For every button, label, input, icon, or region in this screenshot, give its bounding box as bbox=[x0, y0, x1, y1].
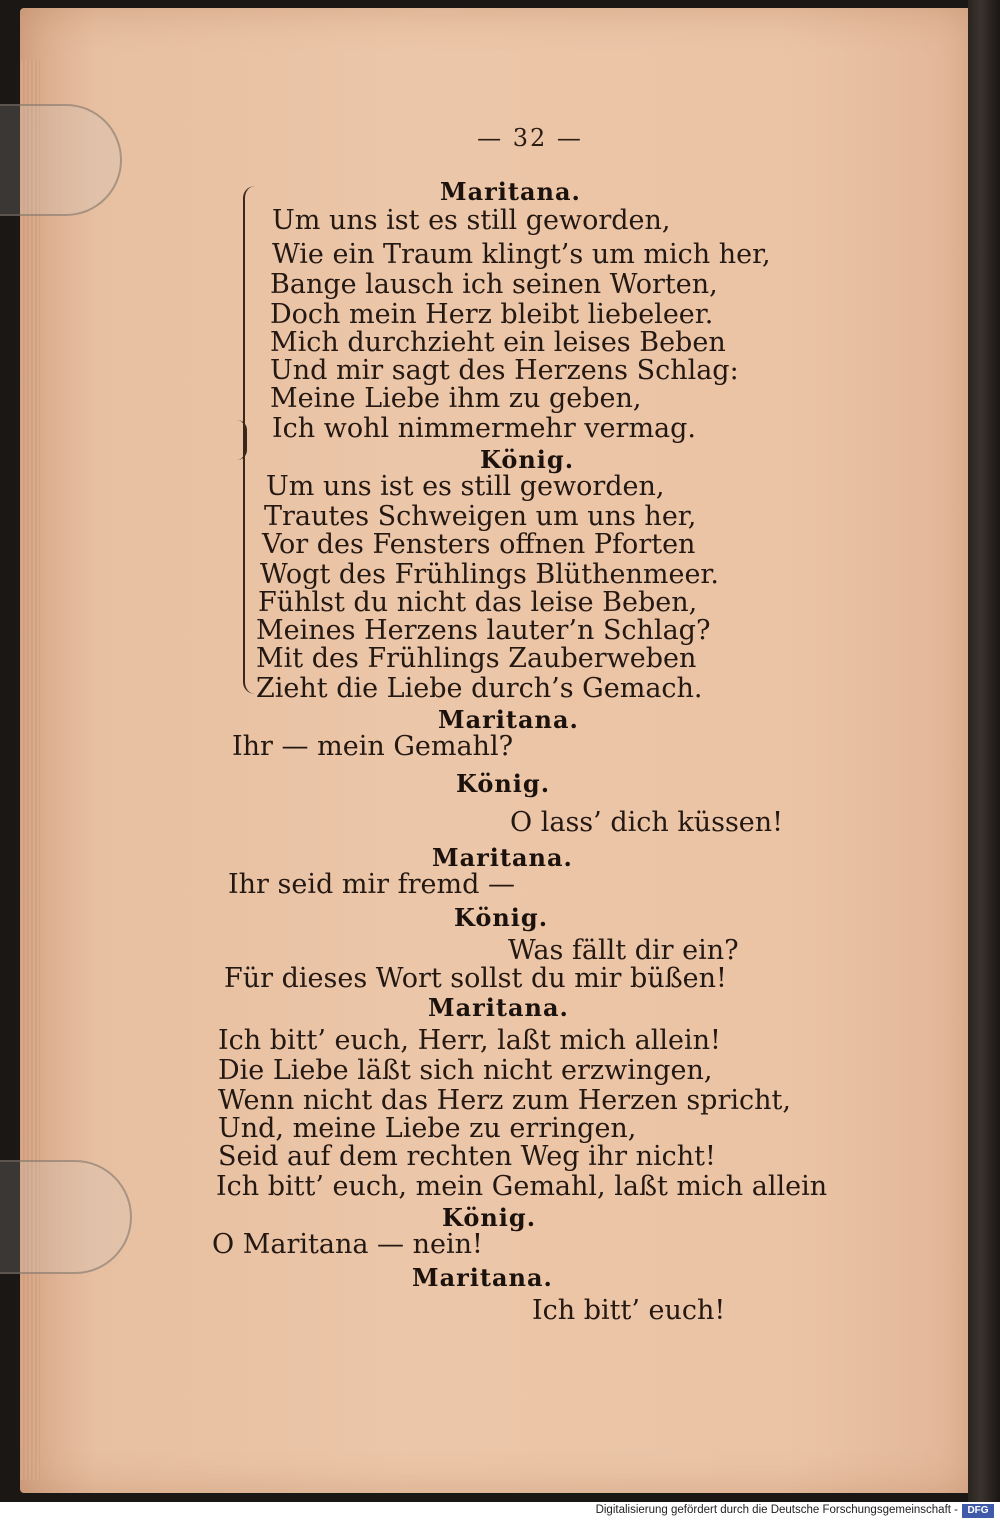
verse-line: Die Liebe läßt sich nicht erzwingen, bbox=[218, 1055, 713, 1086]
speaker-heading: König. bbox=[442, 1203, 537, 1232]
verse-line: Wie ein Traum klingt’s um mich her, bbox=[272, 239, 771, 270]
verse-line: Fühlst du nicht das leise Beben, bbox=[258, 587, 698, 618]
verse-line: Ihr seid mir fremd — bbox=[228, 869, 515, 900]
dfg-logo: DFG bbox=[962, 1504, 994, 1518]
verse-line: Wogt des Frühlings Blüthenmeer. bbox=[260, 559, 719, 590]
verse-line: Wenn nicht das Herz zum Herzen spricht, bbox=[218, 1085, 791, 1116]
page-clip-bottom bbox=[0, 1160, 132, 1274]
verse-line: Seid auf dem rechten Weg ihr nicht! bbox=[218, 1141, 716, 1172]
page-clip-top bbox=[0, 104, 122, 216]
verse-line: Was fällt dir ein? bbox=[508, 935, 739, 966]
verse-line: Vor des Fensters offnen Pforten bbox=[262, 529, 696, 560]
verse-line: Doch mein Herz bleibt liebeleer. bbox=[270, 299, 714, 330]
speaker-heading: Maritana. bbox=[438, 705, 579, 734]
verse-line: Mich durchzieht ein leises Beben bbox=[270, 327, 726, 358]
speaker-heading: König. bbox=[454, 903, 549, 932]
verse-line: Ich wohl nimmermehr vermag. bbox=[272, 413, 697, 444]
funding-credit: Digitalisierung gefördert durch die Deutsche Forschungsgemeinschaft - bbox=[595, 1504, 958, 1516]
verse-line: Zieht die Liebe durch’s Gemach. bbox=[256, 673, 703, 704]
footer-bar bbox=[0, 1502, 1000, 1521]
verse-line: Ich bitt’ euch, Herr, laßt mich allein! bbox=[218, 1025, 721, 1056]
verse-line: Um uns ist es still geworden, bbox=[266, 471, 665, 502]
verse-line: Trautes Schweigen um uns her, bbox=[264, 501, 697, 532]
verse-line: O Maritana — nein! bbox=[212, 1229, 483, 1260]
speaker-heading: König. bbox=[480, 445, 575, 474]
verse-line: Mit des Frühlings Zauberweben bbox=[256, 643, 697, 674]
speaker-heading: Maritana. bbox=[440, 177, 581, 206]
speaker-heading: Maritana. bbox=[432, 843, 573, 872]
page-edge-right bbox=[968, 0, 1000, 1502]
verse-line: Um uns ist es still geworden, bbox=[272, 205, 671, 236]
verse-brace-tip bbox=[233, 420, 247, 460]
verse-line: Meine Liebe ihm zu geben, bbox=[270, 383, 642, 414]
speaker-heading: Maritana. bbox=[412, 1263, 553, 1292]
verse-line: Ich bitt’ euch, mein Gemahl, laßt mich allein bbox=[216, 1171, 828, 1202]
verse-line: Bange lausch ich seinen Worten, bbox=[270, 269, 718, 300]
speaker-heading: König. bbox=[456, 769, 551, 798]
verse-line: Meines Herzens lauter’n Schlag? bbox=[256, 615, 711, 646]
verse-line: Ihr — mein Gemahl? bbox=[232, 731, 514, 762]
verse-line: Ich bitt’ euch! bbox=[532, 1295, 726, 1326]
verse-line: Und, meine Liebe zu erringen, bbox=[218, 1113, 637, 1144]
verse-line: Für dieses Wort sollst du mir büßen! bbox=[224, 963, 727, 994]
speaker-heading: Maritana. bbox=[428, 993, 569, 1022]
verse-line: Und mir sagt des Herzens Schlag: bbox=[270, 355, 739, 386]
verse-line: O lass’ dich küssen! bbox=[510, 807, 784, 838]
page-number: — 32 — bbox=[477, 124, 583, 152]
